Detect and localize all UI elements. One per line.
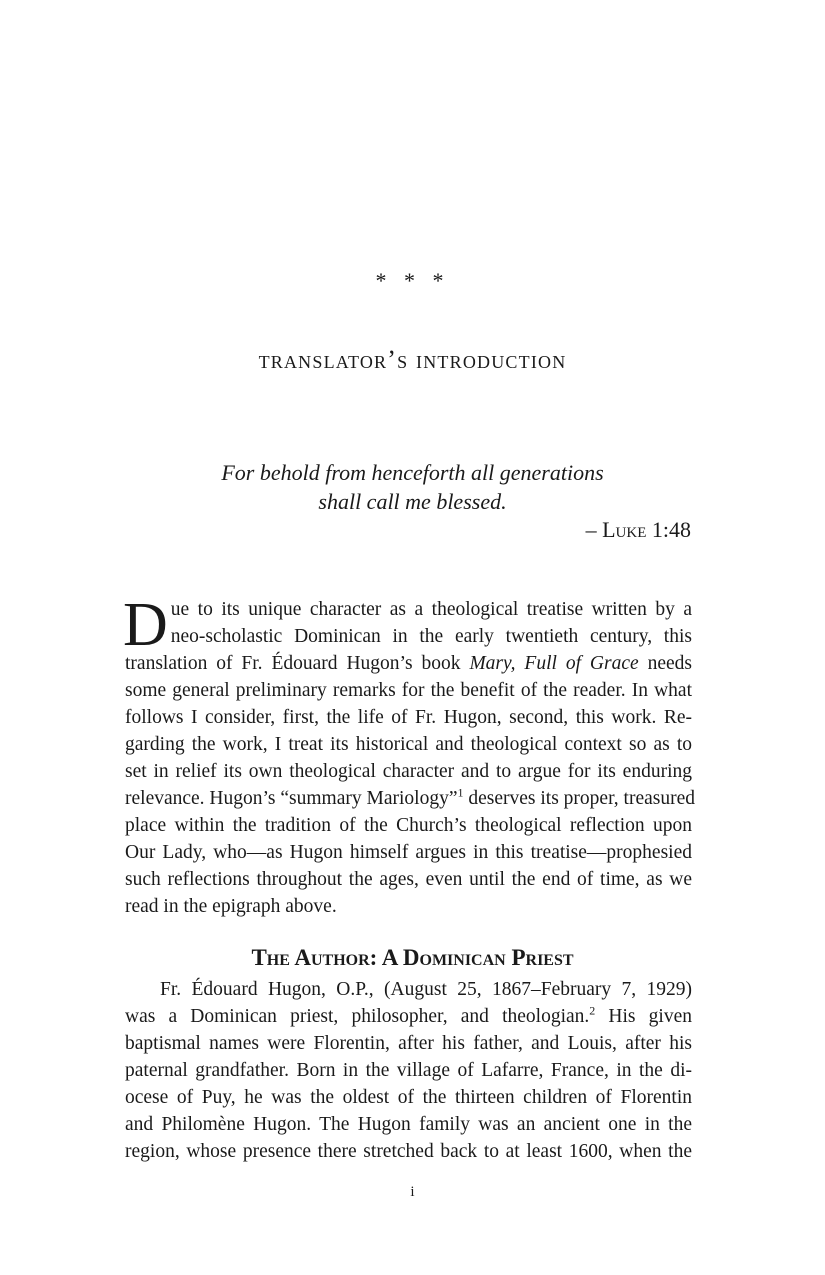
- epigraph-line: For behold from henceforth all generations: [221, 460, 604, 485]
- text-fragment: translation of Fr. Édouard Hugon’s book: [125, 653, 470, 674]
- text-line: and Philomène Hugon. The Hugon family was an ancient one in the: [125, 1114, 692, 1135]
- text-line: garding the work, I treat its historical and theological context so as to: [125, 734, 692, 755]
- text-fragment: deserves its proper, treasured: [463, 788, 695, 809]
- text-line: ocese of Puy, he was the oldest of the thirteen children of Florentin: [125, 1087, 692, 1108]
- section-paragraph: [125, 976, 692, 1165]
- text-line: set in relief its own theological character and to argue for its enduring: [125, 761, 692, 782]
- text-line: baptismal names were Florentin, after his father, and Louis, after his: [125, 1033, 692, 1054]
- text-line: such reflections throughout the ages, even until the end of time, as we: [125, 869, 692, 890]
- text-line: place within the tradition of the Church’s theological reflection upon: [125, 815, 692, 836]
- footnote-marker[interactable]: 2: [589, 1003, 596, 1018]
- text-line: follows I consider, first, the life of Fr. Hugon, second, this work. Re-: [125, 707, 692, 728]
- chapter-title: translator’s introduction: [258, 345, 567, 374]
- drop-cap: D: [123, 591, 168, 659]
- text-fragment: relevance. Hugon’s “summary Mariology”: [125, 788, 458, 809]
- page-number: i: [410, 1184, 415, 1200]
- section-ornament: * * *: [375, 268, 450, 293]
- epigraph: [0, 458, 825, 516]
- text-fragment: needs: [638, 653, 693, 674]
- text-line: Fr. Édouard Hugon, O.P., (August 25, 1867–February 7, 1929): [160, 979, 692, 1000]
- text-line: ue to its unique character as a theological treatise written by a: [170, 599, 692, 620]
- epigraph-attribution: – Luke 1:48: [585, 517, 691, 542]
- text-fragment: was a Dominican priest, philosopher, and theologian.: [125, 1006, 590, 1027]
- intro-paragraph: [123, 591, 695, 920]
- text-line: paternal grandfather. Born in the village of Lafarre, France, in the di-: [125, 1060, 692, 1081]
- text-line: Our Lady, who—as Hugon himself argues in this treatise—prophesied: [125, 842, 692, 863]
- section-heading: The Author: A Dominican Priest: [251, 945, 574, 970]
- text-line: [125, 650, 692, 677]
- text-line: some general preliminary remarks for the benefit of the reader. In what: [125, 680, 692, 701]
- text-line: [125, 1003, 692, 1030]
- text-fragment: His given: [595, 1006, 692, 1027]
- book-title: Mary, Full of Grace: [469, 653, 639, 674]
- text-line: [125, 785, 695, 812]
- epigraph-line: shall call me blessed.: [318, 489, 507, 514]
- text-line: neo-scholastic Dominican in the early twentieth century, this: [170, 626, 692, 647]
- footnote-marker[interactable]: 1: [457, 785, 464, 800]
- text-line: read in the epigraph above.: [125, 896, 337, 917]
- text-line: region, whose presence there stretched back to at least 1600, when the: [125, 1141, 692, 1162]
